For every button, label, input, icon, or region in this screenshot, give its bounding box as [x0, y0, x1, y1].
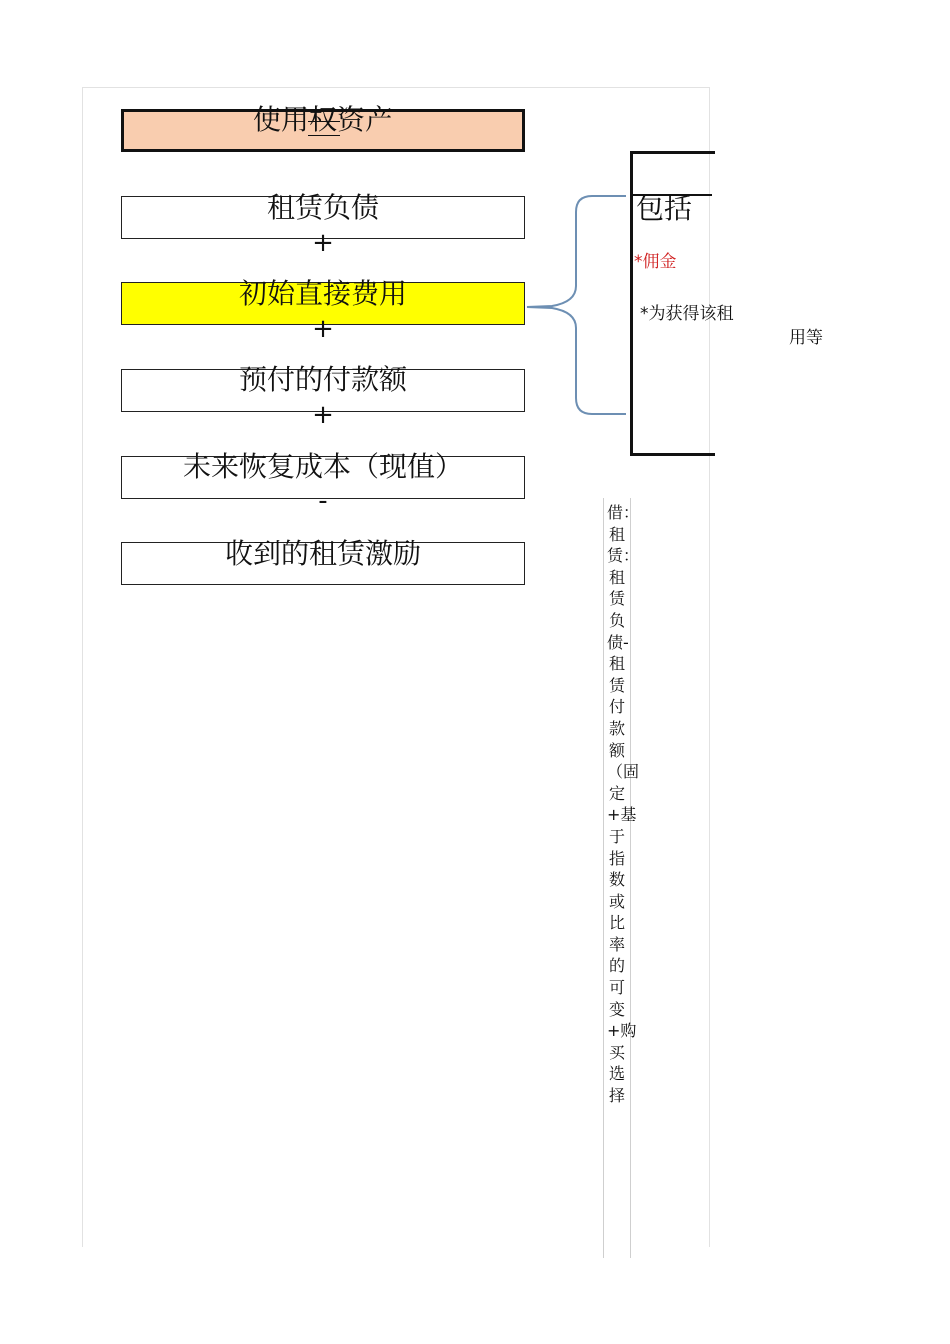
item-label: 初始直接费用	[238, 277, 407, 310]
operator: +	[312, 314, 334, 344]
callout-item: *佣金	[634, 252, 677, 272]
operator: -	[318, 486, 328, 516]
result-label: 使用权资产	[252, 103, 393, 136]
item-label: 租赁负债	[266, 191, 379, 224]
item-label: 收到的租赁激励	[224, 537, 421, 570]
callout-item: 用等	[789, 328, 823, 348]
operator: +	[312, 228, 334, 258]
item-label: 预付的付款额	[238, 363, 407, 396]
vertical-note-text: 借：租赁：租赁负债-租赁付款额（固定+基于指数或比率的可变+购买选择	[607, 503, 640, 1106]
operator: +	[312, 400, 334, 430]
callout-title: 包括	[636, 192, 693, 225]
item-label: 未来恢复成本（现值）	[182, 450, 463, 483]
callout-item: *为获得该租	[640, 304, 734, 324]
curly-brace	[527, 196, 626, 414]
